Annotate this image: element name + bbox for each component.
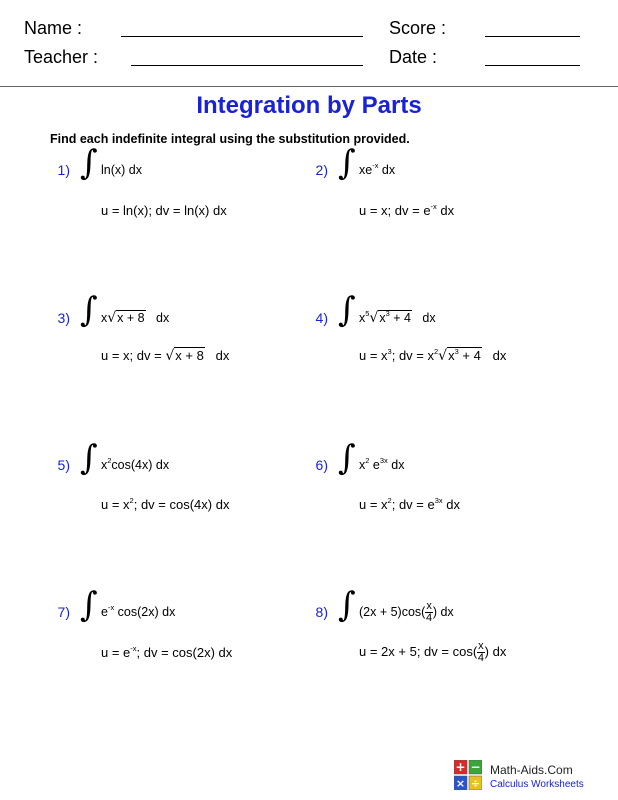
problem-7-substitution: $u = e^{-x}$; dv = cos(2x) dx [101, 644, 233, 660]
teacher-blank[interactable] [131, 65, 363, 66]
problem-7-integrand: $e^{-x}$ cos(2x) dx [101, 603, 176, 619]
teacher-label: Teacher : [24, 47, 99, 67]
problem-6-number: 6) [315, 457, 328, 473]
problem-3-integrand: x√x + 8 dx [101, 310, 170, 326]
problem-6-substitution: $u = x^2$; dv = $e^{3x}$ dx [359, 496, 460, 512]
name-blank[interactable] [121, 36, 363, 37]
problem-4-substitution: $u = x^3$; dv = $x^2√x^3 + 4$ dx [359, 347, 507, 364]
problem-2-integrand: $xe^{-x}$ dx [359, 161, 396, 177]
problem-8-substitution: u = 2x + 5; dv = cos( $\frac{x}{4}$ ) dx [359, 640, 507, 664]
integral-sign-icon: ∫ [338, 438, 356, 478]
problem-6-integrand: $x^2$ $e^{3x}$ dx [359, 456, 405, 472]
problem-5-number: 5) [57, 457, 70, 473]
problem-2-number: 2) [315, 162, 328, 178]
integral-sign-icon: ∫ [80, 585, 98, 625]
integral-sign-icon: ∫ [338, 290, 356, 330]
integral-sign-icon: ∫ [80, 438, 98, 478]
problem-1-number: 1) [57, 162, 70, 178]
problem-1-integrand: ln(x) dx [101, 163, 142, 177]
problem-5-substitution: $u = x^2$; dv = cos(4x) dx [101, 496, 230, 512]
problem-4-number: 4) [315, 310, 328, 326]
instructions: Find each indefinite integral using the substitution provided. [50, 132, 410, 146]
problem-8-number: 8) [315, 604, 328, 620]
svg-text:÷: ÷ [470, 777, 481, 790]
integral-sign-icon: ∫ [338, 585, 356, 625]
date-label: Date : [389, 47, 438, 67]
problem-8-integrand: (2x + 5)cos( $\frac{x}{4}$ ) dx [359, 600, 454, 624]
problem-4-integrand: $x^5√x^3 + 4$ dx [359, 309, 436, 326]
date-blank[interactable] [485, 65, 580, 66]
problem-3-number: 3) [57, 310, 70, 326]
footer-tagline: Calculus Worksheets [490, 779, 584, 790]
problem-1-substitution: u = ln(x); dv = ln(x) dx [101, 203, 227, 218]
integral-sign-icon: ∫ [80, 143, 98, 183]
score-blank[interactable] [485, 36, 580, 37]
header-divider [0, 86, 618, 87]
math-aids-logo-icon [454, 760, 482, 790]
score-label: Score : [389, 18, 447, 38]
name-label: Name : [24, 18, 83, 38]
worksheet-title: Integration by Parts [196, 92, 422, 119]
problem-2-substitution: u = x; dv = $e^{-x}$ dx [359, 202, 455, 218]
integral-sign-icon: ∫ [338, 143, 356, 183]
integral-sign-icon: ∫ [80, 290, 98, 330]
svg-text:−: − [470, 760, 481, 774]
footer-site-name[interactable]: Math-Aids.Com [490, 763, 573, 777]
svg-text:×: × [455, 777, 466, 790]
problem-5-integrand: $x^2\cos(4x)$ dx [101, 456, 170, 472]
problem-3-substitution: u = x; dv = √x + 8 dx [101, 348, 230, 364]
problem-7-number: 7) [57, 604, 70, 620]
svg-text:+: + [455, 760, 466, 774]
